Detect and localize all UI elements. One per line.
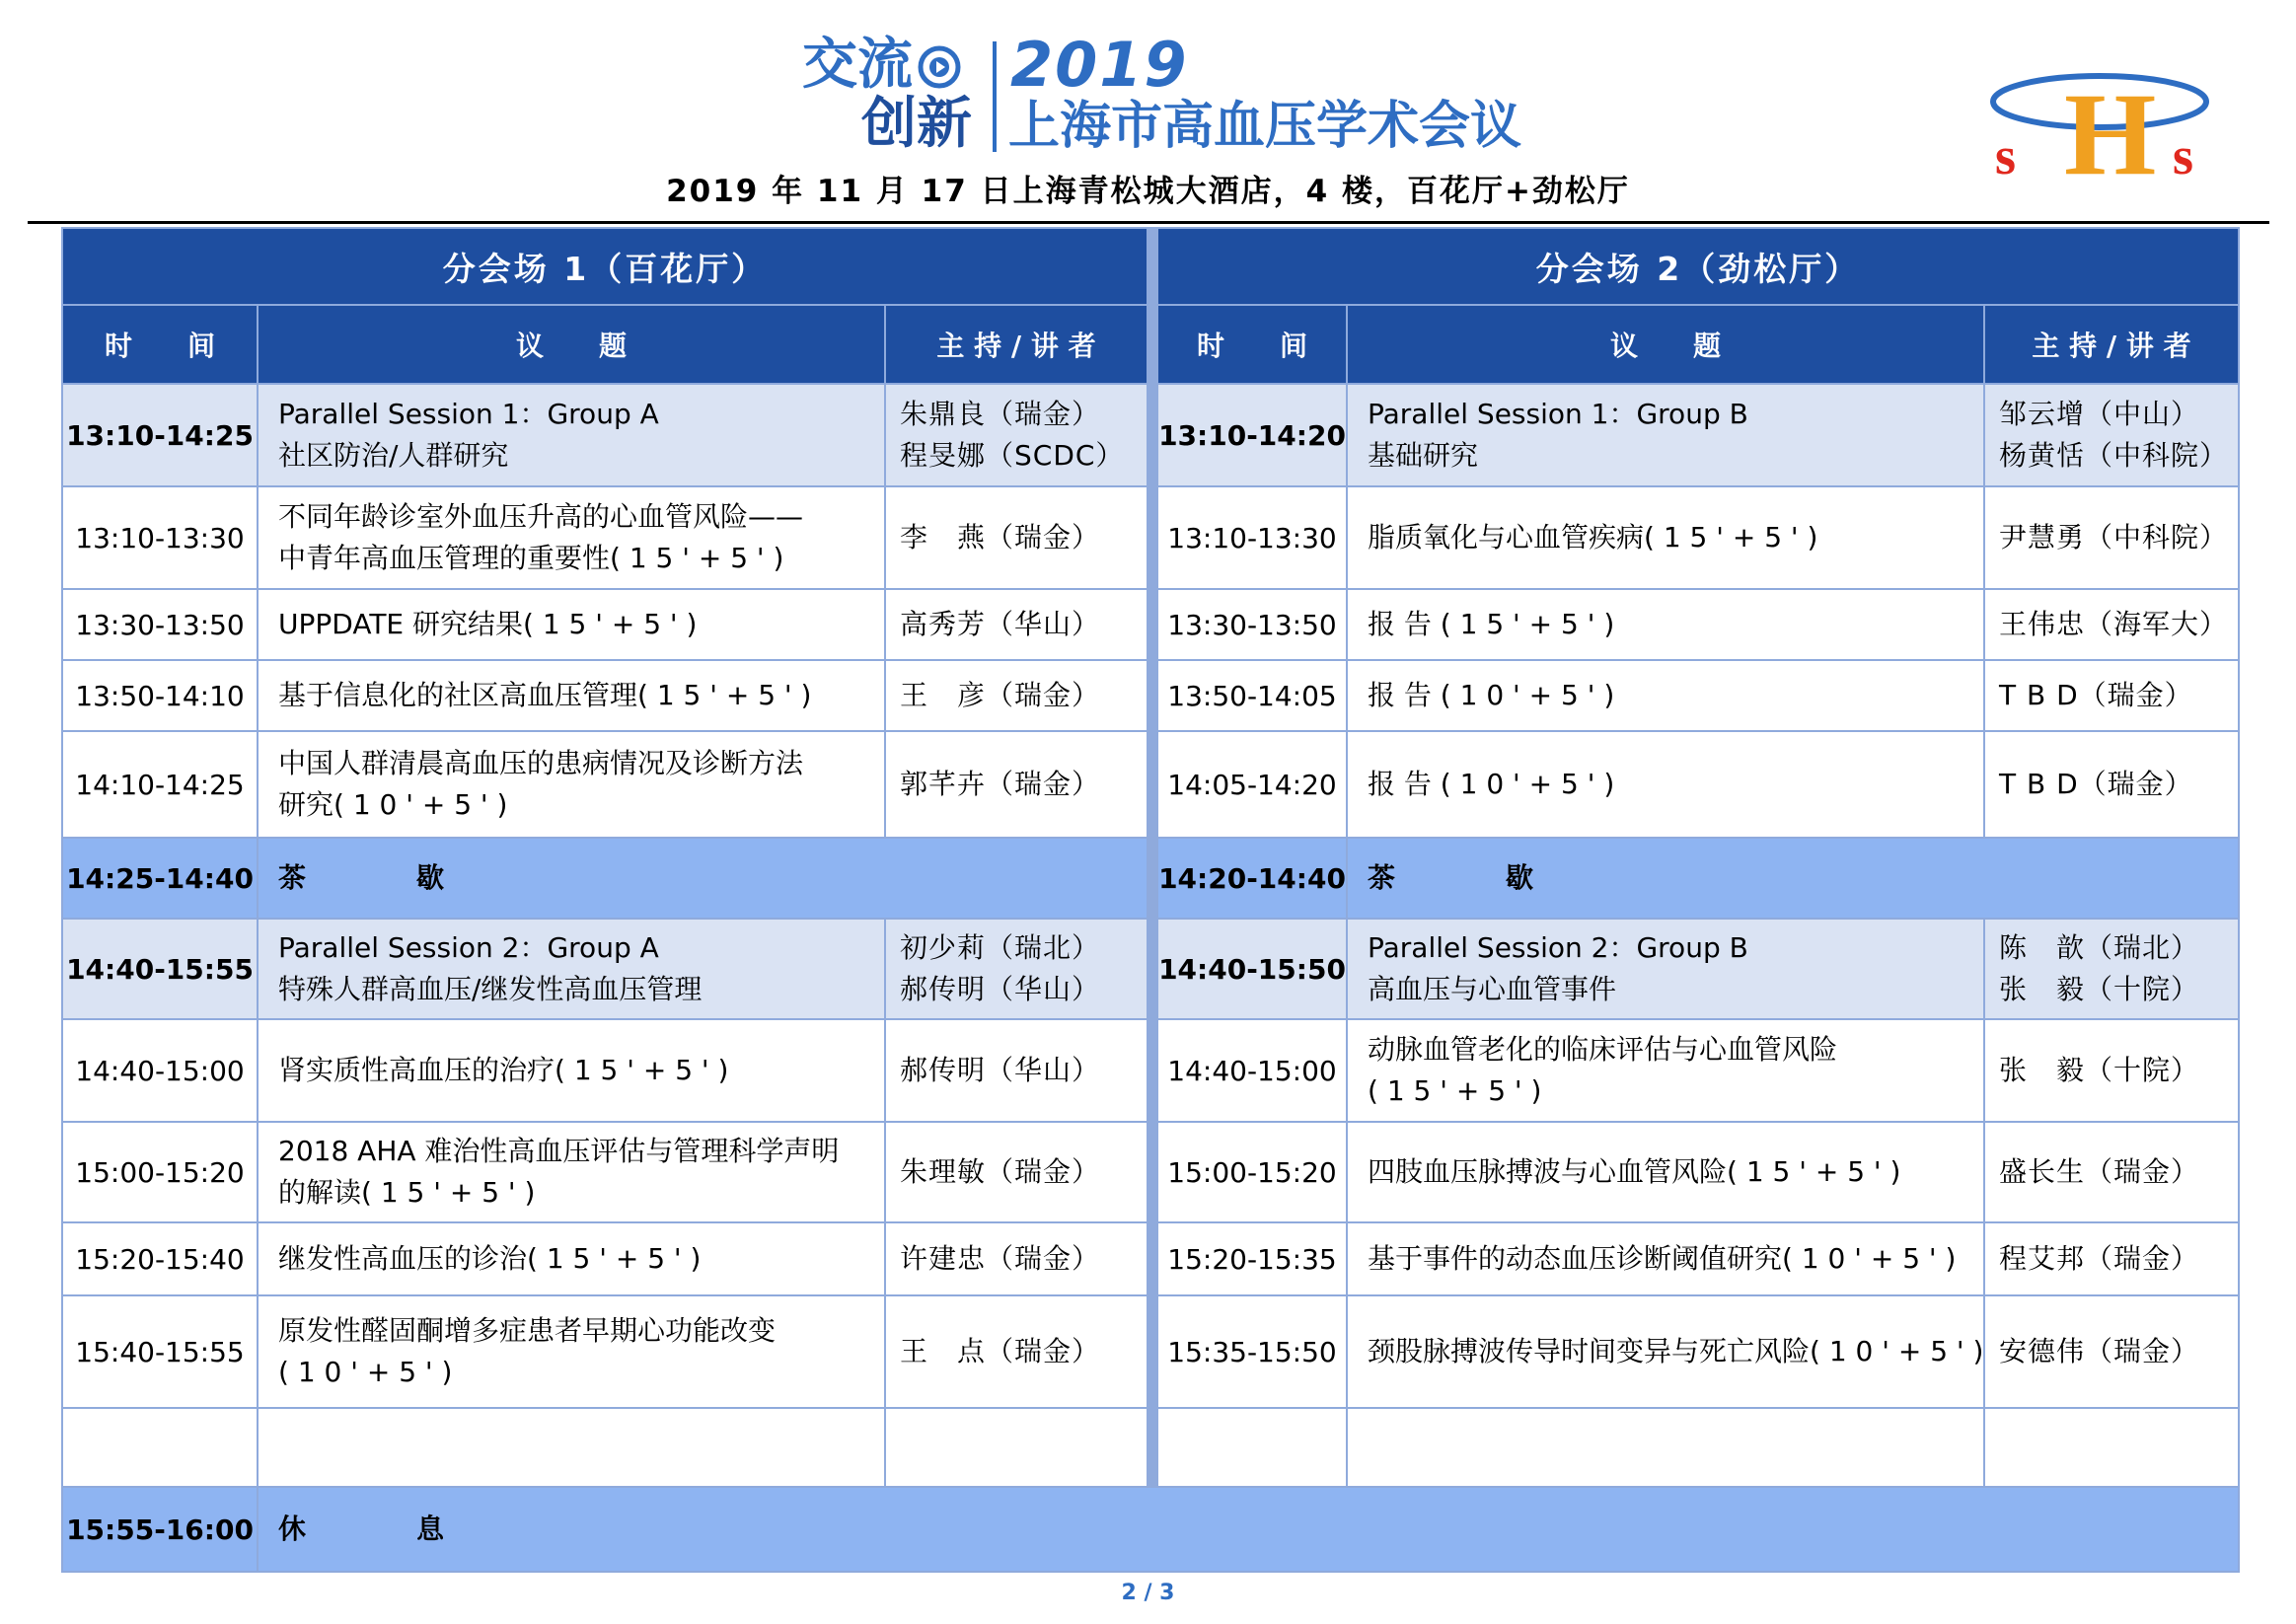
venue2-row11-host-line1: 安德伟（瑞金） xyxy=(1999,1335,2200,1367)
venue1-row8-topic-text xyxy=(278,1050,728,1091)
venue2-row11-topic-text xyxy=(1368,1331,1983,1372)
conference-subtitle: 2019 年 11 月 17 日上海青松城大酒店，4 楼，百花厅+劲松厅 xyxy=(666,174,1630,209)
venue1-row3-topic xyxy=(259,590,884,659)
venue1-row10-topic-line1: 继发性高血压的诊治( 1 5 ' + 5 ' ) xyxy=(278,1242,702,1275)
venue1-empty-host xyxy=(886,1409,1147,1486)
venue1-row1-topic-line2: 社区防治/人群研究 xyxy=(278,439,509,472)
venue1-title: 分会场 1（百花厅） xyxy=(63,229,1147,304)
venue1-row2-topic-line2: 中青年高血压管理的重要性( 1 5 ' + 5 ' ) xyxy=(278,542,784,574)
venue1-row11-topic-text xyxy=(278,1310,776,1393)
target-ring-icon xyxy=(918,45,961,89)
venue2-row4-topic-line1: 报 告 ( 1 0 ' + 5 ' ) xyxy=(1368,679,1615,711)
closing-label: 休 息 xyxy=(259,1488,2238,1571)
venue2-row5-host-line1: T B D（瑞金） xyxy=(1999,768,2193,800)
venue2-row8-host xyxy=(1985,1020,2238,1121)
venue1-row3-topic-line1: UPPDATE 研究结果( 1 5 ' + 5 ' ) xyxy=(278,608,698,640)
venue2-row3-topic-line1: 报 告 ( 1 5 ' + 5 ' ) xyxy=(1368,608,1615,640)
venue2-row2-host-line1: 尹慧勇（中科院） xyxy=(1999,521,2229,554)
venue1-row2-host xyxy=(886,487,1147,588)
venue1-row5-host-line1: 郭芊卉（瑞金） xyxy=(900,768,1101,800)
schedule-table xyxy=(61,227,2240,1573)
venue2-row8-host-text xyxy=(1999,1050,2199,1091)
venue2-row1-host-text xyxy=(1999,394,2228,477)
header-rule xyxy=(28,221,2269,224)
venue2-row8-host-line1: 张 毅（十院） xyxy=(1999,1054,2200,1086)
venue2-row4-topic xyxy=(1348,661,1983,730)
venue1-row4-topic xyxy=(259,661,884,730)
venue2-row3-topic xyxy=(1348,590,1983,659)
venue1-row2-time: 13:10-13:30 xyxy=(63,487,257,588)
venue1-row4-topic-line1: 基于信息化的社区高血压管理( 1 5 ' + 5 ' ) xyxy=(278,679,812,711)
venue2-row11-host xyxy=(1985,1296,2238,1407)
venue1-row1-topic-line1: Parallel Session 1：Group A xyxy=(278,398,659,430)
venue2-row11-host-text xyxy=(1999,1331,2199,1372)
venue2-row4-topic-text xyxy=(1368,675,1614,716)
svg-text:s: s xyxy=(1995,126,2017,185)
venue2-row5-topic-text xyxy=(1368,764,1614,805)
venue1-row4-host-line1: 王 彦（瑞金） xyxy=(900,679,1101,711)
venue1-row1-host xyxy=(886,385,1147,485)
venue2-row9-topic xyxy=(1348,1123,1983,1221)
venue2-row7-topic-line2: 高血压与心血管事件 xyxy=(1368,973,1617,1005)
venue1-row9-topic xyxy=(259,1123,884,1221)
venue1-row9-host-line1: 朱理敏（瑞金） xyxy=(900,1155,1101,1188)
venue1-row8-host-text xyxy=(900,1050,1100,1091)
venue1-row1-topic xyxy=(259,385,884,485)
venue1-row7-host-text xyxy=(900,927,1100,1010)
venue1-row2-host-text xyxy=(900,517,1100,558)
venue2-row2-topic xyxy=(1348,487,1983,588)
venue2-row10-topic xyxy=(1348,1223,1983,1294)
venue2-row3-host-line1: 王伟忠（海军大） xyxy=(1999,608,2229,640)
venue2-row7-topic-line1: Parallel Session 2：Group B xyxy=(1368,931,1748,964)
venue1-empty-topic xyxy=(259,1409,884,1486)
svg-text:s: s xyxy=(2173,126,2194,185)
venue2-row10-time: 15:20-15:35 xyxy=(1158,1223,1346,1294)
venue1-row2-host-line1: 李 燕（瑞金） xyxy=(900,521,1101,554)
venue1-row7-host-line2: 郝传明（华山） xyxy=(900,973,1101,1005)
venue2-row7-host-text xyxy=(1999,927,2199,1010)
venue1-row11-host xyxy=(886,1296,1147,1407)
venue2-row9-time: 15:00-15:20 xyxy=(1158,1123,1346,1221)
venue1-row3-host xyxy=(886,590,1147,659)
venue2-row3-host-text xyxy=(1999,604,2228,645)
venue1-row7-host xyxy=(886,920,1147,1018)
venue1-row5-topic-line2: 研究( 1 0 ' + 5 ' ) xyxy=(278,788,508,821)
venue2-row8-time: 14:40-15:00 xyxy=(1158,1020,1346,1121)
venue1-row5-topic-text xyxy=(278,743,803,826)
venue1-row5-topic-line1: 中国人群清晨高血压的患病情况及诊断方法 xyxy=(278,747,804,779)
venue2-row2-host-text xyxy=(1999,517,2228,558)
venue1-row7-topic xyxy=(259,920,884,1018)
venue1-row10-host xyxy=(886,1223,1147,1294)
venue2-col-time: 时 间 xyxy=(1158,306,1346,383)
venue1-row8-host xyxy=(886,1020,1147,1121)
venue2-row5-time: 14:05-14:20 xyxy=(1158,732,1346,837)
venue2-row4-time: 13:50-14:05 xyxy=(1158,661,1346,730)
venue1-row7-time: 14:40-15:55 xyxy=(63,920,257,1018)
venue2-row9-topic-text xyxy=(1368,1151,1900,1193)
venue1-row8-host-line1: 郝传明（华山） xyxy=(900,1054,1101,1086)
venue2-row1-topic-line2: 基础研究 xyxy=(1368,439,1479,472)
venue1-row10-topic xyxy=(259,1223,884,1294)
venue2-row1-time: 13:10-14:20 xyxy=(1158,385,1346,485)
venue1-col-host: 主 持 / 讲 者 xyxy=(886,306,1147,383)
venue1-row7-host-line1: 初少莉（瑞北） xyxy=(900,931,1101,964)
venue2-row9-topic-line1: 四肢血压脉搏波与心血管风险( 1 5 ' + 5 ' ) xyxy=(1368,1155,1901,1188)
venue2-empty-host xyxy=(1985,1409,2238,1486)
header-divider xyxy=(993,41,997,152)
venue2-row7-host-line2: 张 毅（十院） xyxy=(1999,973,2200,1005)
venue2-row11-time: 15:35-15:50 xyxy=(1158,1296,1346,1407)
venue1-row3-host-text xyxy=(900,604,1100,645)
svg-text:H: H xyxy=(2064,68,2157,185)
venue2-row7-topic xyxy=(1348,920,1983,1018)
venue1-row2-topic-line1: 不同年龄诊室外血压升高的心血管风险—— xyxy=(278,500,804,533)
venue2-col-topic: 议 题 xyxy=(1348,306,1983,383)
venue1-row4-host xyxy=(886,661,1147,730)
venue2-row5-host xyxy=(1985,732,2238,837)
venue2-row9-host xyxy=(1985,1123,2238,1221)
venue1-row9-host-text xyxy=(900,1151,1100,1193)
venue1-row10-time: 15:20-15:40 xyxy=(63,1223,257,1294)
venue1-row4-time: 13:50-14:10 xyxy=(63,661,257,730)
venue2-row7-host xyxy=(1985,920,2238,1018)
venue1-empty-time xyxy=(63,1409,257,1486)
venue2-row2-time: 13:10-13:30 xyxy=(1158,487,1346,588)
venue1-row10-host-line1: 许建忠（瑞金） xyxy=(900,1242,1101,1275)
venue2-row11-topic xyxy=(1348,1296,1983,1407)
venue2-row7-time: 14:40-15:50 xyxy=(1158,920,1346,1018)
venue2-row4-host-text xyxy=(1999,675,2193,716)
venue2-row1-topic xyxy=(1348,385,1983,485)
venue1-row10-host-text xyxy=(900,1238,1100,1280)
venue2-row1-host-line2: 杨黄恬（中科院） xyxy=(1999,439,2229,472)
brand-slogan xyxy=(802,33,1000,156)
venue1-row11-topic xyxy=(259,1296,884,1407)
venue2-row7-host-line1: 陈 歆（瑞北） xyxy=(1999,931,2200,964)
venue1-row6-time: 14:25-14:40 xyxy=(63,839,257,918)
venue2-row2-topic-line1: 脂质氧化与心血管疾病( 1 5 ' + 5 ' ) xyxy=(1368,521,1818,554)
venue2-row10-host xyxy=(1985,1223,2238,1294)
venue2-row9-host-text xyxy=(1999,1151,2199,1193)
venue2-row5-topic xyxy=(1348,732,1983,837)
venue2-row10-host-text xyxy=(1999,1238,2199,1280)
venue1-row5-time: 14:10-14:25 xyxy=(63,732,257,837)
venue2-row11-topic-line1: 颈股脉搏波传导时间变异与死亡风险( 1 0 ' + 5 ' ) xyxy=(1368,1335,1984,1367)
venue1-row9-topic-text xyxy=(278,1131,839,1214)
page-header xyxy=(0,0,2296,229)
venue1-col-topic: 议 题 xyxy=(259,306,884,383)
venue2-row6-break: 茶 歇 xyxy=(1348,839,2238,918)
venue1-row2-topic-text xyxy=(278,496,803,579)
venue2-empty-topic xyxy=(1348,1409,1983,1486)
brand-line-1: 交流 xyxy=(802,33,913,97)
venue2-row1-topic-line1: Parallel Session 1：Group B xyxy=(1368,398,1748,430)
venue1-row9-time: 15:00-15:20 xyxy=(63,1123,257,1221)
venue2-row10-topic-text xyxy=(1368,1238,1956,1280)
venue1-row4-topic-text xyxy=(278,675,811,716)
venue2-row2-topic-text xyxy=(1368,517,1817,558)
venue1-row11-host-line1: 王 点（瑞金） xyxy=(900,1335,1101,1367)
venue2-row5-host-text xyxy=(1999,764,2193,805)
venue1-row3-time: 13:30-13:50 xyxy=(63,590,257,659)
venue1-row5-host-text xyxy=(900,764,1100,805)
venue2-row3-host xyxy=(1985,590,2238,659)
venue2-row3-topic-text xyxy=(1368,604,1614,645)
venue1-row1-host-text xyxy=(900,394,1124,477)
venue2-col-host: 主 持 / 讲 者 xyxy=(1985,306,2238,383)
venue2-row8-topic-line1: 动脉血管老化的临床评估与心血管风险 xyxy=(1368,1033,1838,1066)
venue2-empty-time xyxy=(1158,1409,1346,1486)
venue1-row9-host xyxy=(886,1123,1147,1221)
venue1-row1-topic-text xyxy=(278,394,659,477)
venue1-row8-topic-line1: 肾实质性高血压的治疗( 1 5 ' + 5 ' ) xyxy=(278,1054,729,1086)
venue1-col-time: 时 间 xyxy=(63,306,257,383)
venue2-row10-host-line1: 程艾邦（瑞金） xyxy=(1999,1242,2200,1275)
venue1-row8-topic xyxy=(259,1020,884,1121)
venue2-row6-time: 14:20-14:40 xyxy=(1158,839,1346,918)
brand-line-2: 创新 xyxy=(861,92,972,156)
venue1-row11-host-text xyxy=(900,1331,1100,1372)
conference-title: 上海市高血压学术会议 xyxy=(1008,97,1522,156)
venue1-row1-host-line1: 朱鼎良（瑞金） xyxy=(900,398,1101,430)
venue2-row7-topic-text xyxy=(1368,927,1748,1010)
conference-year: 2019 xyxy=(1010,29,1189,101)
venue1-row7-topic-line2: 特殊人群高血压/继发性高血压管理 xyxy=(278,973,703,1005)
venue1-row2-topic xyxy=(259,487,884,588)
venue1-row10-topic-text xyxy=(278,1238,701,1280)
venue2-row1-topic-text xyxy=(1368,394,1748,477)
venue1-row11-topic-line2: ( 1 0 ' + 5 ' ) xyxy=(278,1356,453,1388)
venue1-row6-break: 茶 歇 xyxy=(259,839,1147,918)
venue1-row1-time: 13:10-14:25 xyxy=(63,385,257,485)
venue1-row8-time: 14:40-15:00 xyxy=(63,1020,257,1121)
venue1-row3-topic-text xyxy=(278,604,697,645)
venue1-row5-host xyxy=(886,732,1147,837)
venue1-row5-topic xyxy=(259,732,884,837)
venue1-row9-topic-line1: 2018 AHA 难治性高血压评估与管理科学声明 xyxy=(278,1135,840,1167)
venue1-row4-host-text xyxy=(900,675,1100,716)
venue1-row7-topic-text xyxy=(278,927,702,1010)
venue2-row8-topic-text xyxy=(1368,1029,1837,1112)
venue1-row11-topic-line1: 原发性醛固酮增多症患者早期心功能改变 xyxy=(278,1314,777,1347)
venue2-row2-host xyxy=(1985,487,2238,588)
page-number: 2 / 3 xyxy=(1121,1581,1175,1605)
venue2-row3-time: 13:30-13:50 xyxy=(1158,590,1346,659)
venue1-row11-time: 15:40-15:55 xyxy=(63,1296,257,1407)
venue2-row10-topic-line1: 基于事件的动态血压诊断阈值研究( 1 0 ' + 5 ' ) xyxy=(1368,1242,1957,1275)
venue2-row4-host xyxy=(1985,661,2238,730)
venue1-row1-host-line2: 程旻娜（SCDC） xyxy=(900,439,1125,472)
venue2-row8-topic-line2: ( 1 5 ' + 5 ' ) xyxy=(1368,1074,1542,1107)
closing-time: 15:55-16:00 xyxy=(63,1488,257,1571)
venue2-row5-topic-line1: 报 告 ( 1 0 ' + 5 ' ) xyxy=(1368,768,1615,800)
venue2-row4-host-line1: T B D（瑞金） xyxy=(1999,679,2193,711)
shs-logo xyxy=(1981,57,2218,185)
venue2-row1-host xyxy=(1985,385,2238,485)
venue1-row9-topic-line2: 的解读( 1 5 ' + 5 ' ) xyxy=(278,1176,536,1209)
venue1-row7-topic-line1: Parallel Session 2：Group A xyxy=(278,931,659,964)
venue1-row3-host-line1: 高秀芳（华山） xyxy=(900,608,1101,640)
venue2-row9-host-line1: 盛长生（瑞金） xyxy=(1999,1155,2200,1188)
venue2-title: 分会场 2（劲松厅） xyxy=(1158,229,2238,304)
venue2-row8-topic xyxy=(1348,1020,1983,1121)
venue2-row1-host-line1: 邹云增（中山） xyxy=(1999,398,2200,430)
